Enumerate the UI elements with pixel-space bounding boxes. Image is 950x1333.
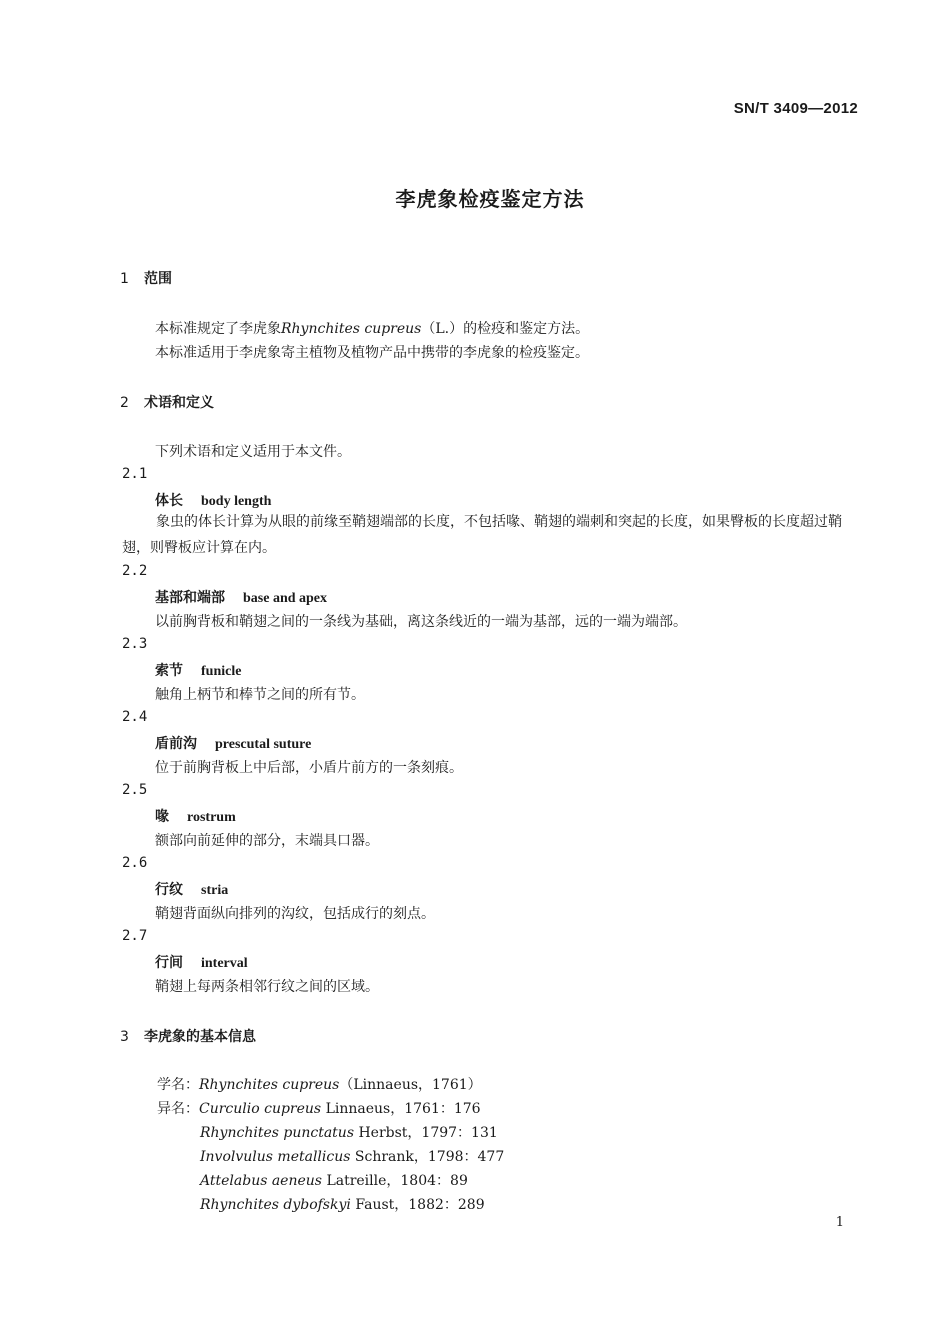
synonym-name: Involvulus metallicus: [200, 1149, 351, 1165]
label: 学名：: [157, 1077, 199, 1093]
term-definition: 象虫的体长计算为从眼的前缘至鞘翅端部的长度，不包括喙、鞘翅的端刺和突起的长度，如果臀板的长度超过鞘翅，则臀板应计算在内。: [122, 514, 842, 556]
author: Linnaeus，1761：176: [325, 1101, 481, 1117]
term-en: prescutal suture: [215, 737, 312, 752]
page-number: 1: [835, 1215, 844, 1230]
scientific-name-line: [157, 1074, 482, 1094]
author: Schrank，1798：477: [354, 1149, 505, 1165]
section-number: 1: [120, 271, 129, 287]
synonym-name: Rhynchites punctatus: [200, 1125, 354, 1141]
term-title: [155, 952, 248, 972]
author: （Linnaeus，1761）: [339, 1077, 482, 1093]
term-title: [155, 733, 311, 753]
term-en: interval: [201, 956, 248, 971]
section-title: 术语和定义: [144, 395, 214, 411]
author: Faust，1882：289: [355, 1197, 485, 1213]
term-number: 2.5: [122, 782, 148, 798]
term-en: body length: [201, 494, 272, 509]
section-3-heading: [120, 1026, 256, 1046]
synonym-line: [200, 1194, 485, 1214]
term-cn: 喙: [155, 809, 169, 825]
author: Latreille，1804：89: [326, 1173, 468, 1189]
term-title: [155, 490, 271, 510]
term-definition: 鞘翅上每两条相邻行纹之间的区域。: [155, 979, 379, 995]
synonym-line: [200, 1122, 498, 1142]
scientific-name: Rhynchites cupreus: [199, 1077, 340, 1093]
term-title: [155, 587, 327, 607]
term-definition: 额部向前延伸的部分，末端具口器。: [155, 833, 379, 849]
section-1-heading: [120, 268, 172, 288]
term-number: 2.3: [122, 636, 148, 652]
term-en: funicle: [201, 664, 242, 679]
term-title: [155, 806, 236, 826]
label: 异名：: [157, 1101, 199, 1117]
scientific-name: Rhynchites cupreus: [281, 321, 422, 337]
document-title: 李虎象检疫鉴定方法: [395, 187, 585, 211]
synonym-line: [157, 1098, 481, 1118]
term-definition: 位于前胸背板上中后部，小盾片前方的一条刻痕。: [155, 760, 463, 776]
section-title: 李虎象的基本信息: [144, 1029, 256, 1045]
term-definition: 触角上柄节和棒节之间的所有节。: [155, 687, 365, 703]
terms-intro: 下列术语和定义适用于本文件。: [155, 444, 351, 460]
synonym-name: Attelabus aeneus: [200, 1173, 322, 1189]
term-en: base and apex: [243, 591, 328, 606]
scope-paragraph-2: 本标准适用于李虎象寄主植物及植物产品中携带的李虎象的检疫鉴定。: [155, 345, 589, 361]
synonym-line: [200, 1146, 504, 1166]
term-number: 2.4: [122, 709, 148, 725]
section-title: 范围: [144, 271, 172, 287]
term-number: 2.6: [122, 855, 148, 871]
term-title: [155, 660, 241, 680]
term-number: 2.2: [122, 563, 148, 579]
term-cn: 行间: [155, 955, 183, 971]
term-number: 2.1: [122, 466, 148, 482]
section-number: 3: [120, 1029, 129, 1045]
section-2-heading: [120, 392, 214, 412]
term-cn: 基部和端部: [155, 590, 225, 606]
scope-paragraph-1: [155, 318, 589, 338]
author: Herbst，1797：131: [358, 1125, 498, 1141]
term-en: stria: [201, 883, 229, 898]
synonym-line: [200, 1170, 468, 1190]
term-en: rostrum: [187, 810, 236, 825]
synonym-name: Curculio cupreus: [199, 1101, 322, 1117]
term-definition: 鞘翅背面纵向排列的沟纹，包括成行的刻点。: [155, 906, 435, 922]
synonym-name: Rhynchites dybofskyi: [200, 1197, 351, 1213]
text: （L.）的检疫和鉴定方法。: [421, 321, 590, 337]
text: 本标准规定了李虎象: [155, 321, 281, 337]
term-cn: 体长: [155, 493, 183, 509]
term-cn: 行纹: [155, 882, 183, 898]
term-cn: 索节: [155, 663, 183, 679]
term-cn: 盾前沟: [155, 736, 197, 752]
standard-code: SN/T 3409—2012: [733, 100, 858, 117]
term-title: [155, 879, 228, 899]
term-number: 2.7: [122, 928, 148, 944]
section-number: 2: [120, 395, 129, 411]
term-definition: 以前胸背板和鞘翅之间的一条线为基础，离这条线近的一端为基部，远的一端为端部。: [155, 614, 687, 630]
